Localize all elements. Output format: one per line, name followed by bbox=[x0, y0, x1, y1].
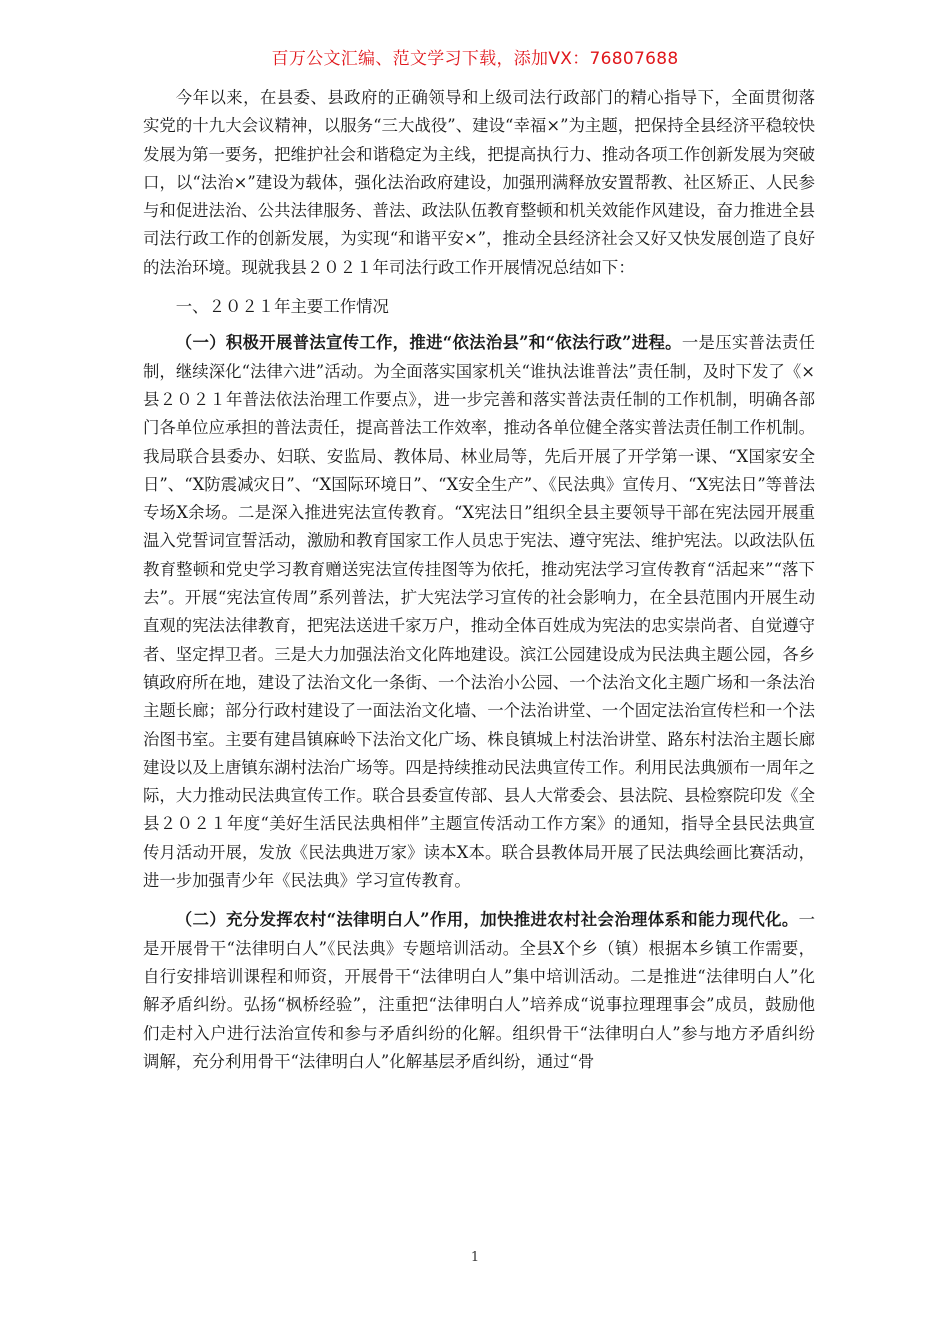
section-1-paragraph bbox=[143, 329, 815, 895]
section-2-paragraph bbox=[143, 906, 815, 1076]
section-2-title: （二）充分发挥农村“法律明白人”作用，加快推进农村社会治理体系和能力现代化。 bbox=[175, 910, 799, 930]
intro-paragraph: 今年以来，在县委、县政府的正确领导和上级司法行政部门的精心指导下，全面贯彻落实党的十九大会议精神，以服务“三大战役”、建设“幸福×”为主题，把保持全县经济平稳较快发展为第一要务，把维护社会和谐稳定为主线，把提高执行力、推动各项工作创新发展为突破口，以“法治×”建设为载体，强化法治政府建设，加强刑满释放安置帮教、社区矫正、人民参与和促进法治、公共法律服务、普法、政法队伍教育整顿和机关效能作风建设，奋力推进全县司法行政工作的创新发展，为实现“和谐平安×”，推动全县经济社会又好又快发展创造了良好的法治环境。现就我县２０２１年司法行政工作开展情况总结如下： bbox=[143, 88, 816, 277]
section-2-text: 一是开展骨干“法律明白人”《民法典》专题培训活动。全县X个乡（镇）根据本乡镇工作需要，自行安排培训课程和师资，开展骨干“法律明白人”集中培训活动。二是推进“法律明白人”化解矛盾纠纷。弘扬“枫桥经验”，注重把“法律明白人”培养成“说事拉理理事会”成员，鼓励他们走村入户进行法治宣传和参与矛盾纠纷的化解。组织骨干“法律明白人”参与地方矛盾纠纷调解，充分利用骨干“法律明白人”化解基层矛盾纠纷，通过“骨 bbox=[143, 910, 815, 1071]
heading-main-work: 一、２０２１年主要工作情况 bbox=[175, 297, 389, 317]
section-1-text: 一是压实普法责任制，继续深化“法律六进”活动。为全面落实国家机关“谁执法谁普法”责任制，及时下发了《×县２０２１年普法依法治理工作要点》，进一步完善和落实普法责任制的工作机制，明确各部门各单位应承担的普法责任，提高普法工作效率，推动各单位健全落实普法责任制工作机制。我局联合县委办、妇联、安监局、教体局、林业局等，先后开展了开学第一课、“X国家安全日”、“X防震减灾日”、“X国际环境日”、“X安全生产”、《民法典》宣传月、“X宪法日”等普法专场X余场。二是深入推进宪法宣传教育。“X宪法日”组织全县主要领导干部在宪法园开展重温入党誓词宣誓活动，激励和教育国家工作人员忠于宪法、遵守宪法、维护宪法。以政法队伍教育整顿和党史学习教育赠送宪法宣传挂图等为依托，推动宪法学习宣传教育“活起来”“落下去”。开展“宪法宣传周”系列普法，扩大宪法学习宣传的社会影响力，在全县范围内开展生动直观的宪法法律教育，把宪法送进千家万户，推动全体百姓成为宪法的忠实崇尚者、自觉遵守者、坚定捍卫者。三是大力加强法治文化阵地建设。滨江公园建设成为民法典主题公园，各乡镇政府所在地，建设了法治文化一条街、一个法治小公园、一个法治文化主题广场和一条法治主题长廊；部分行政村建设了一面法治文化墙、一个法治讲堂、一个固定法治宣传栏和一个法治图书室。主要有建昌镇麻岭下法治文化广场、株良镇城上村法治讲堂、路东村法治主题长廊建设以及上唐镇东湖村法治广场等。四是持续推动民法典宣传工作。利用民法典颁布一周年之际，大力推动民法典宣传工作。联合县委宣传部、县人大常委会、县法院、县检察院印发《全县２０２１年度“美好生活民法典相伴”主题宣传活动工作方案》的通知，指导全县民法典宣传月活动开展，发放《民法典进万家》读本X本。联合县教体局开展了民法典绘画比赛活动，进一步加强青少年《民法典》学习宣传教育。 bbox=[143, 333, 816, 891]
page-number: 1 bbox=[470, 1250, 480, 1265]
section-1-title: （一）积极开展普法宣传工作，推进“依法治县”和“依法行政”进程。 bbox=[175, 333, 682, 353]
header-banner: 百万公文汇编、范文学习下载，添加VX：76807688 bbox=[271, 49, 679, 69]
document-body bbox=[143, 84, 815, 1076]
